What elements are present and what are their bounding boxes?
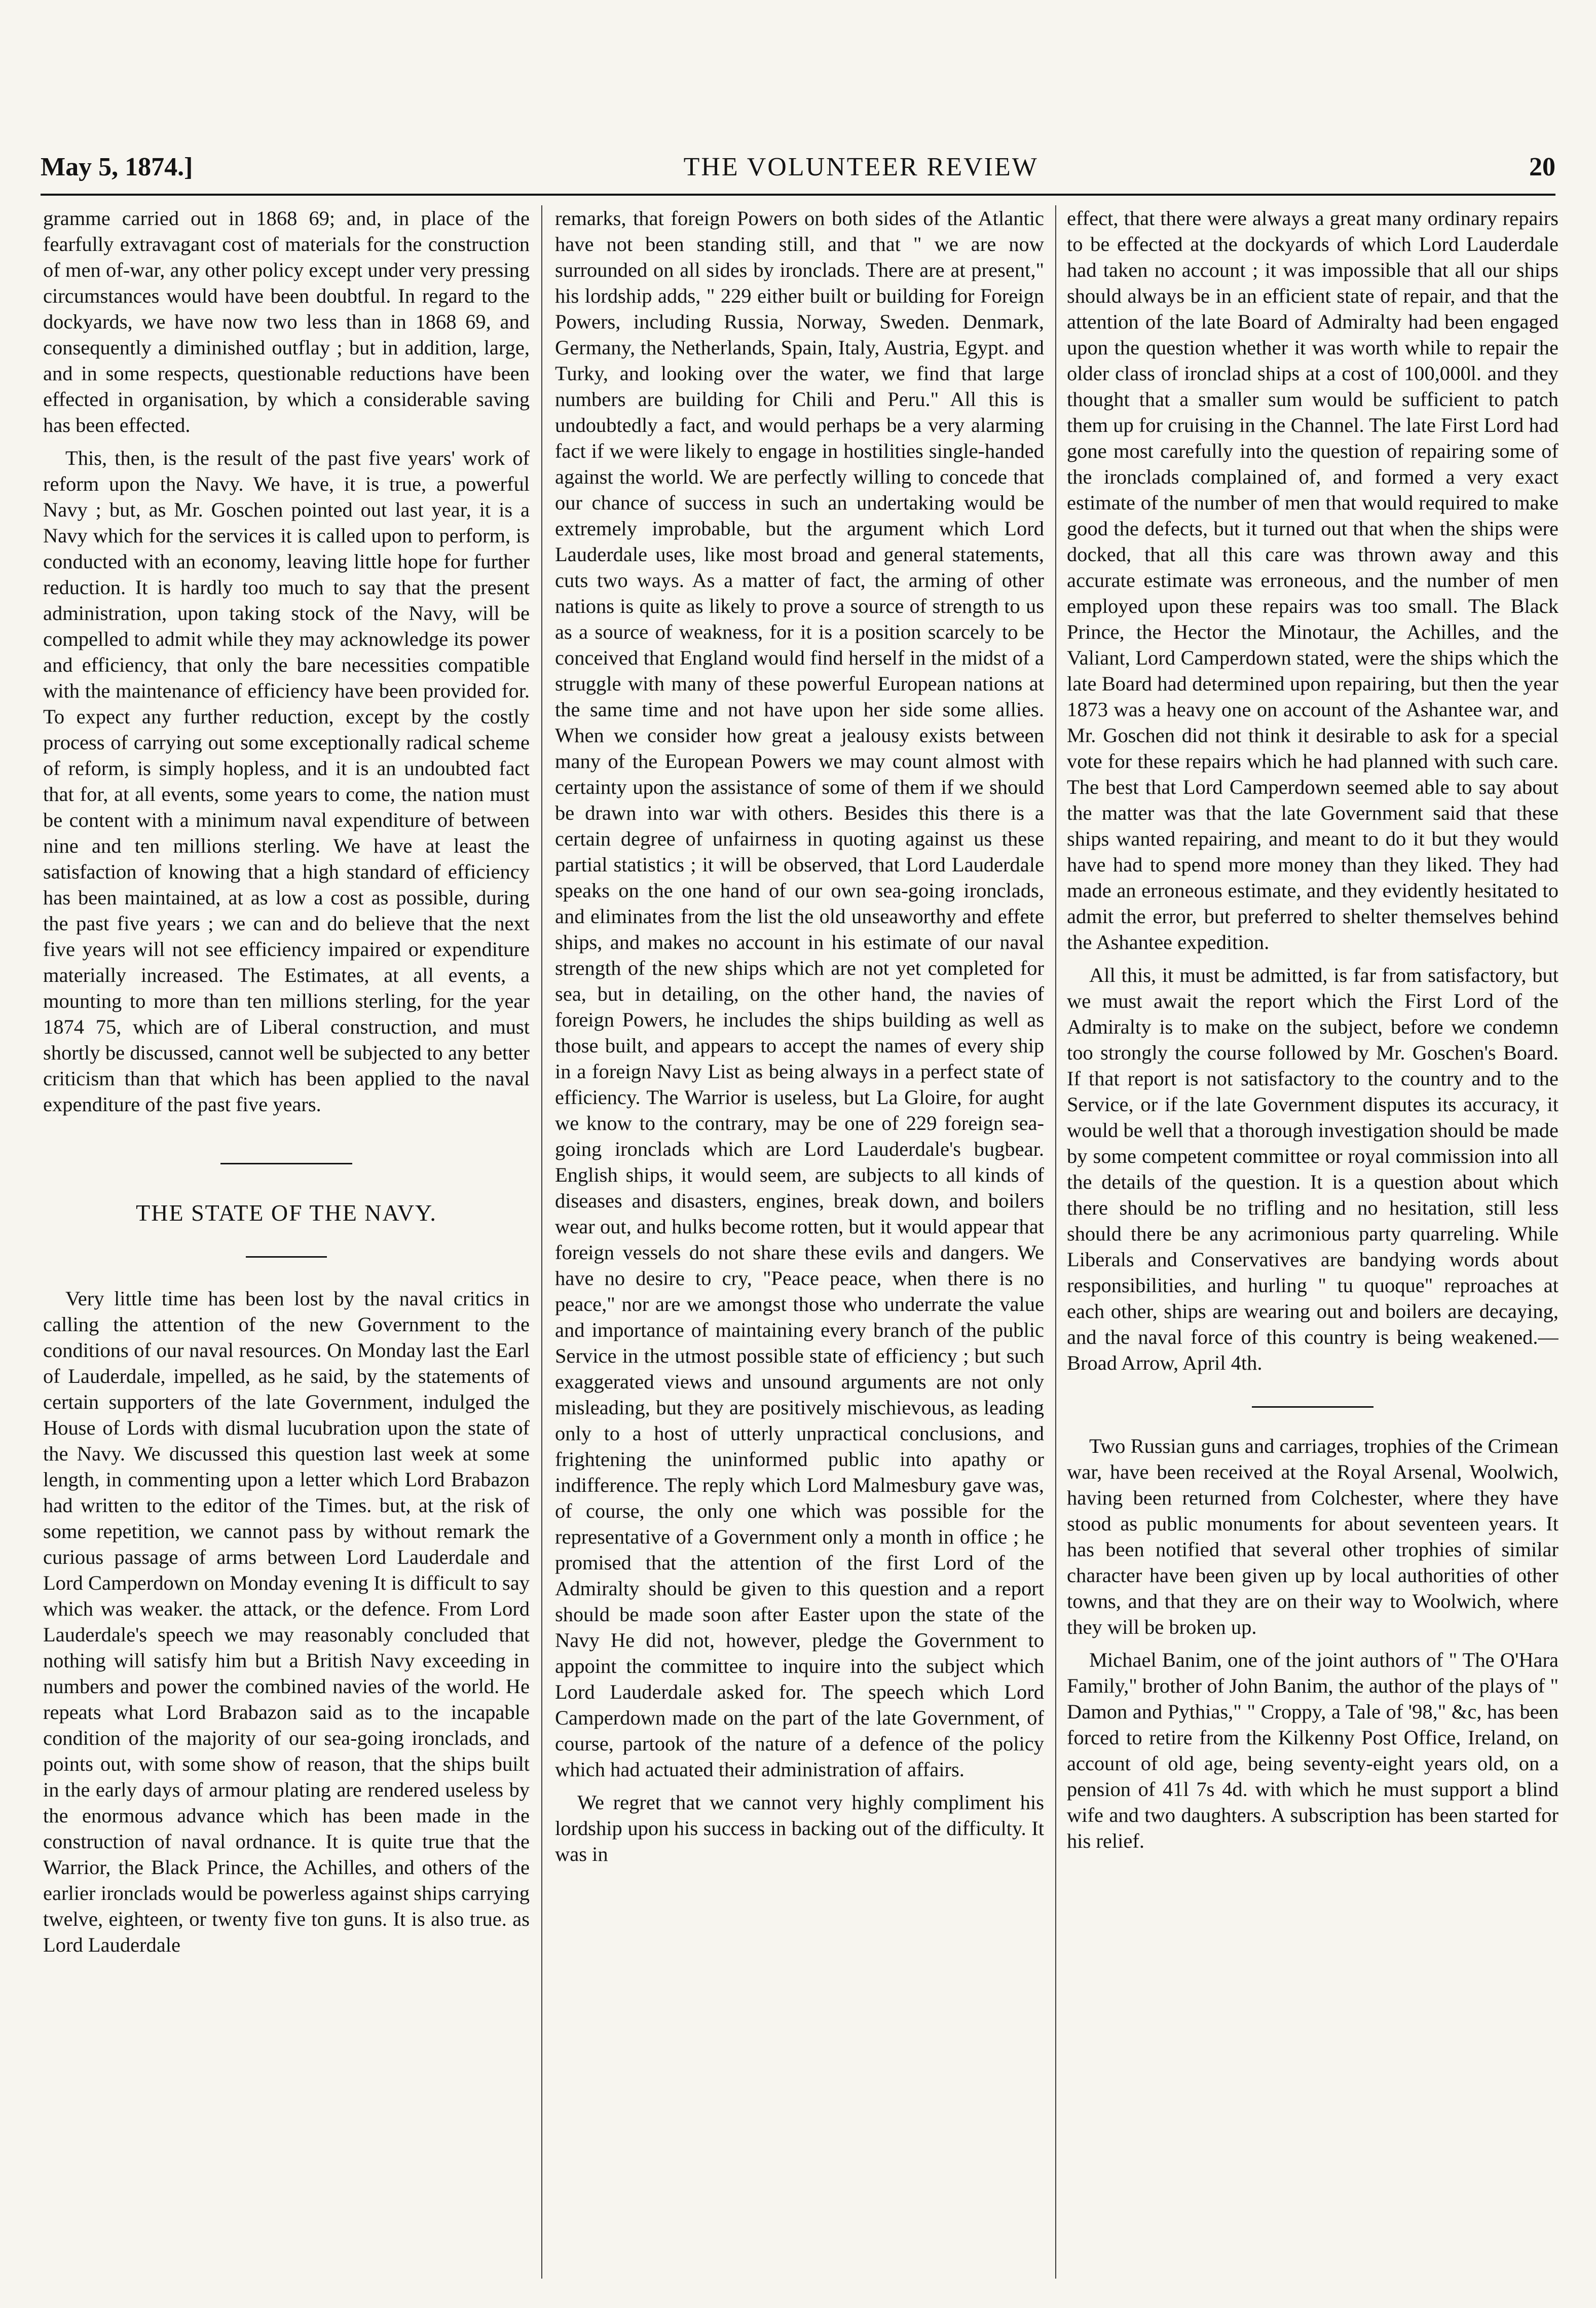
- paragraph: We regret that we cannot very highly compliment his lordship upon his success in backing out of the difficulty. It was in: [555, 1791, 1044, 1865]
- column-3: [1067, 205, 1558, 2279]
- item-rule: [1252, 1406, 1374, 1408]
- heading-rule: [246, 1256, 327, 1258]
- column-1: [43, 205, 530, 2279]
- page-number: 20: [1529, 153, 1555, 181]
- section-rule: [220, 1163, 352, 1164]
- paragraph: This, then, is the result of the past five years' work of reform upon the Navy. We have, it is true, a powerful Navy ; but, as Mr. Goschen pointed out last year, it is a Navy which for the services it is called upon to perform, is conducted with an economy, leaving little hope for further reduction. It is hardly too much to say that the present administration, upon taking stock of the Navy, will be compelled to admit while they may acknowledge its power and efficiency, that only the bare necessities compatible with the maintenance of efficiency have been provided for. To expect any further reduction, except by the costly process of carrying out some exceptionally radical scheme of reform, is simply hopless, and it is an undoubted fact that for, at all events, some years to come, the nation must be content with a minimum naval expenditure of between nine and ten millions sterling. We have at least the satisfaction of knowing that a high standard of efficiency has been maintained, at as low a cost as possible, during the past five years ; we can and do believe that the next five years will not see efficiency impaired or expenditure materially increased. The Estimates, at all events, a mounting to more than ten millions sterling, for the year 1874 75, which are of Liberal construction, and must shortly be discussed, cannot well be subjected to any better criticism than that which has been applied to the naval expenditure of the past five years.: [43, 447, 530, 1116]
- paragraph: remarks, that foreign Powers on both sides of the Atlantic have not been standing still, and that " we are now surrounded on all sides by ironclads. There are at present," his lordship adds, " 229 either built or building for Foreign Powers, including Russia, Norway, Sweden. Denmark, Germany, the Netherlands, Spain, Italy, Austria, Egypt. and Turky, and looking over the water, we find that large numbers are building for Chili and Peru." All this is undoubtedly a fact, and would perhaps be a very alarming fact if we were likely to engage in hostilities single-handed against the world. We are perfectly willing to concede that our chance of success in such an undertaking would be extremely improbable, but the argument which Lord Lauderdale uses, like most broad and general statements, cuts two ways. As a matter of fact, the arming of other nations is quite as likely to prove a source of strength to us as a source of weakness, for it is a position scarcely to be conceived that England would find herself in the midst of a struggle with many of these powerful European nations at the same time and not have upon her side some allies. When we consider how great a jealousy exists between many of the European Powers we may count almost with certainty upon the assistance of some of them if we should be drawn into war with others. Besides this there is a certain degree of unfairness in quoting against us these partial statistics ; it will be observed, that Lord Lauderdale speaks on the one hand of our own sea-going ironclads, and eliminates from the list the old unseaworthy and effete ships, and makes no account in his estimate of our naval strength of the new ships which are not yet completed for sea, but in detailing, on the other hand, the navies of foreign Powers, he includes the ships building as well as those built, and appears to accept the names of every ship in a foreign Navy List as being always in a perfect state of efficiency. The Warrior is useless, but La Gloire, for aught we know to the contrary, may be one of 229 foreign sea-going ironclads which are Lord Lauderdale's bugbear. English ships, it would seem, are subjects to all kinds of diseases and disasters, engines, break down, and boilers wear out, and hulks become rotten, but it would appear that foreign vessels do not share these evils and dangers. We have no desire to cry, "Peace peace, when there is no peace," nor are we amongst those who underrate the value and importance of maintaining every branch of the public Service in the utmost possible state of efficiency ; but such exaggerated views and unsound arguments are not only misleading, but they are positively mischievous, as leading only to a host of utterly unpractical conclusions, and frightening the uninformed public into apathy or indifference. The reply which Lord Malmesbury gave was, of course, the only one which was possible for the representative of a Government only a month in office ; he promised that the attention of the first Lord of the Admiralty should be given to this question and a report should be made soon after Easter upon the state of the Navy He did not, however, pledge the Government to appoint the committee to inquire into the subject which Lord Lauderdale asked for. The speech which Lord Camperdown made on the part of the late Government, of course, partook of the nature of a defence of the policy which had actuated their administration of affairs.: [555, 207, 1044, 1781]
- paragraph: All this, it must be admitted, is far from satisfactory, but we must await the report which the First Lord of the Admiralty is to make on the subject, before we condemn too strongly the course followed by Mr. Goschen's Board. If that report is not satisfactory to the country and to the Service, or if the late Government disputes its accuracy, it would be well that a thorough investigation should be made by some competent committee or royal commission into all the details of the question. It is a question about which there should be no trifling and no hesitation, still less should there be any acrimonious party quarreling. While Liberals and Conservatives are bandying words about responsibilities, and hurling " tu quoque" reproaches at each other, ships are wearing out and boilers are decaying, and the naval force of this country is being weakened.—Broad Arrow, April 4th.: [1067, 964, 1558, 1374]
- column-2: [555, 205, 1044, 2279]
- publication-title: THE VOLUNTEER REVIEW: [683, 153, 1038, 181]
- paragraph: gramme carried out in 1868 69; and, in place of the fearfully extravagant cost of materials for the construction of men of-war, any other policy except under very pressing circumstances would have been doubtful. In regard to the dockyards, we have now two less than in 1868 69, and consequently a diminished outflay ; but in addition, large, and in some respects, questionable reductions have been effected in organisation, by which a considerable saving has been effected.: [43, 207, 530, 436]
- paragraph: Very little time has been lost by the naval critics in calling the attention of the new Government to the conditions of our naval resources. On Monday last the Earl of Lauderdale, impelled, as he said, by the statements of certain supporters of the late Government, indulged the House of Lords with dismal lucubration upon the state of the Navy. We discussed this question last week at some length, in commenting upon a letter which Lord Brabazon had written to the editor of the Times. but, at the risk of some repetition, we cannot pass by without remark the curious passage of arms between Lord Lauderdale and Lord Camperdown on Monday evening It is difficult to say which was weaker. the attack, or the defence. From Lord Lauderdale's speech we may reasonably concluded that nothing will satisfy him but a British Navy exceeding in numbers and power the combined navies of the world. He repeats what Lord Brabazon said as to the incapable condition of the majority of our sea-going ironclads, and points out, with some show of reason, that the ships built in the early days of armour plating are rendered useless by the enormous advance which has been made in the construction of naval ordnance. It is quite true that the Warrior, the Black Prince, the Achilles, and others of the earlier ironclads would be powerless against ships carrying twelve, eighteen, or twenty five ton guns. It is also true. as Lord Lauderdale: [43, 1287, 530, 1956]
- paragraph: effect, that there were always a great many ordinary repairs to be effected at the dockyards of which Lord Lauderdale had taken no account ; it was impossible that all our ships should always be in an efficient state of repair, and that the attention of the late Board of Admiralty had been engaged upon the question whether it was worth while to repair the older class of ironclad ships at a cost of 100,000l. and they thought that a smaller sum would be sufficient to patch them up for cruising in the Channel. The late First Lord had gone most carefully into the question of repairing some of the ironclads complained of, and formed a very exact estimate of the number of men that would required to make good the defects, but it turned out that when the ships were docked, that all this care was thrown away and this accurate estimate was erroneous, and the number of men employed upon these repairs was too small. The Black Prince, the Hector the Minotaur, the Achilles, and the Valiant, Lord Camperdown stated, were the ships which the late Board had determined upon repairing, but then the year 1873 was a heavy one on account of the Ashantee war, and Mr. Goschen did not think it desirable to ask for a special vote for these repairs which he had planned with such care. The best that Lord Camperdown seemed able to say about the matter was that the late Government said that these ships wanted repairing, and meant to do it but they would have had to spend more money than they liked. They had made an erroneous estimate, and they evidently hesitated to admit the error, but preferred to shelter themselves behind the Ashantee expedition.: [1067, 207, 1558, 954]
- column-rule: [541, 205, 542, 2279]
- header-rule: [41, 194, 1555, 196]
- running-head: [41, 152, 1555, 188]
- news-item: Two Russian guns and carriages, trophies of the Crimean war, have been received at the Royal Arsenal, Woolwich, having been returned from Colchester, where they have stood as public monuments for about seventeen years. It has been notified that several other trophies of similar character have been given up by local authorities of other towns, and that they are on their way to Woolwich, where they will be broken up.: [1067, 1435, 1558, 1638]
- column-rule: [1055, 205, 1056, 2279]
- article-heading: THE STATE OF THE NAVY.: [136, 1200, 437, 1226]
- news-item: Michael Banim, one of the joint authors of " The O'Hara Family," brother of John Banim, the author of the plays of " Damon and Pythias," " Croppy, a Tale of '98," &c, has been forced to retire from the Kilkenny Post Office, Ireland, on account of old age, being seventy-eight years old, on a pension of 41l 7s 4d. with which he must support a blind wife and two daughters. A subscription has been started for his relief.: [1067, 1648, 1558, 1852]
- issue-date: May 5, 1874.]: [41, 153, 193, 181]
